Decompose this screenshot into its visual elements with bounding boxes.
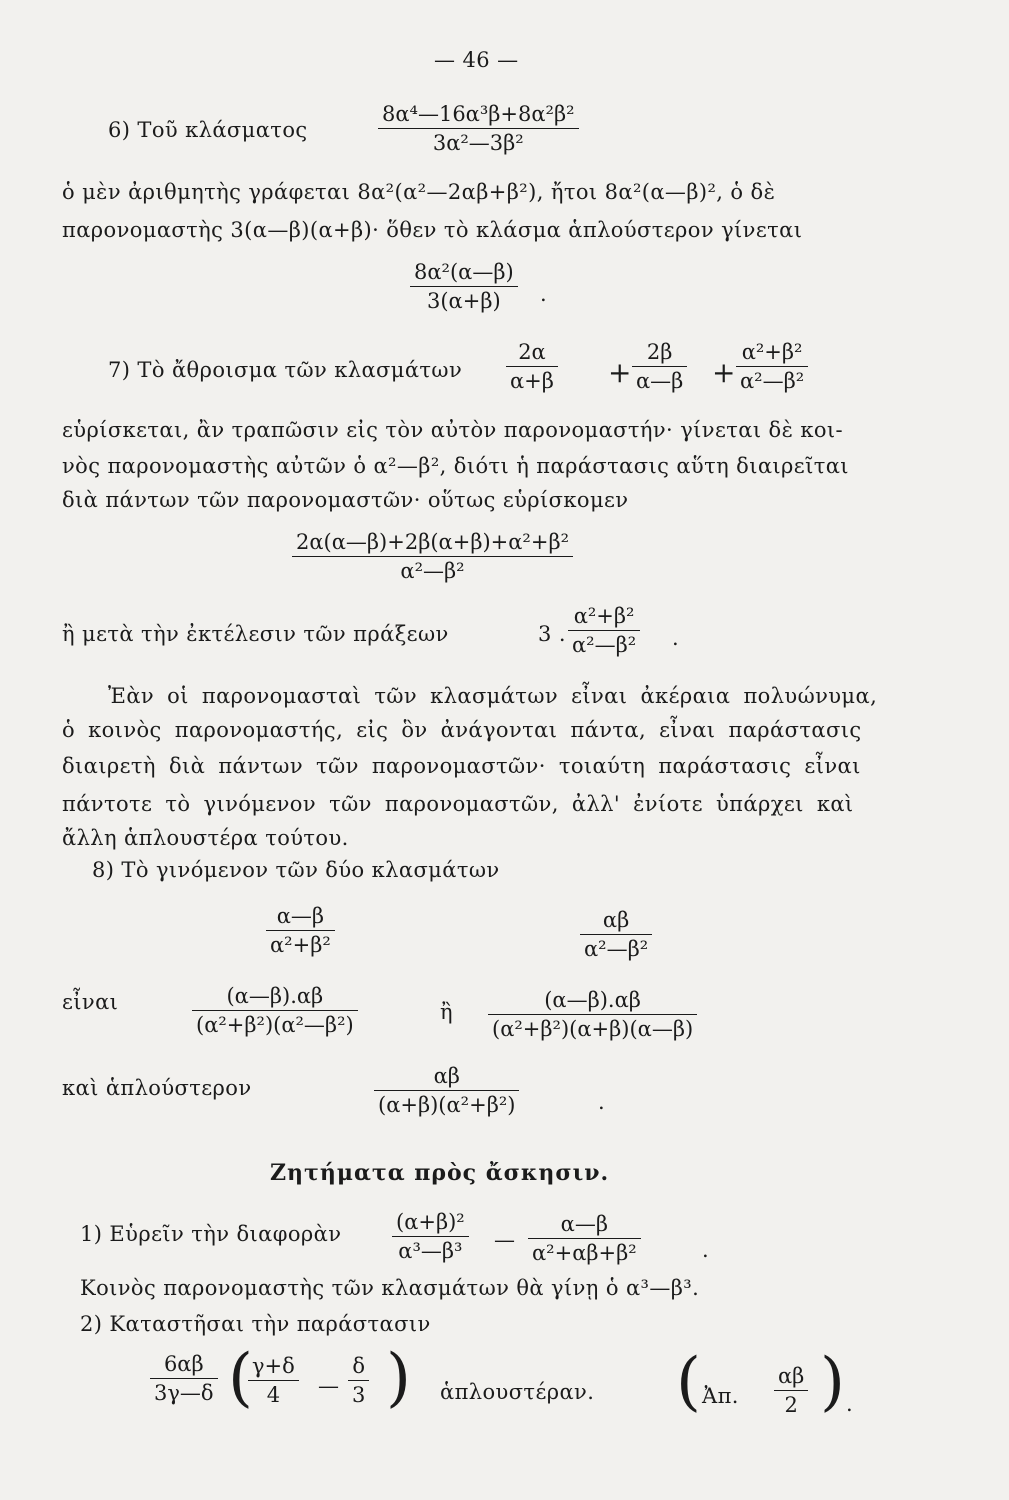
s8-r3-den: (α+β)(α²+β²) [378, 1093, 516, 1117]
exercises-heading: Ζητήματα πρὸς ἄσκησιν. [270, 1160, 610, 1186]
s8-result2 [488, 986, 697, 1043]
s8-r3-num: αβ [433, 1064, 460, 1088]
s7-after-dot: . [672, 626, 680, 650]
s7-f2-num: 2β [646, 340, 673, 364]
e2-in1-num: γ+δ [252, 1354, 295, 1378]
s7-after-label: ἢ μετὰ τὴν ἐκτέλεσιν τῶν πράξεων [62, 622, 449, 646]
e2-minus: — [318, 1374, 340, 1398]
s6-result [410, 258, 518, 315]
s7-frac3 [736, 338, 808, 395]
s7-plus2: + [712, 356, 736, 389]
s6-res-num: 8α²(α—β) [414, 260, 514, 284]
s6-label: 6) Τοῦ κλάσματος [108, 118, 308, 142]
s7-f2-den: α—β [636, 369, 684, 393]
s6-line2: παρονομαστὴς 3(α—β)(α+β)· ὅθεν τὸ κλάσμα ἁπλούστερον γίνεται [62, 218, 803, 242]
answer-left-paren: ( [676, 1345, 701, 1419]
e1-f1-den: α³—β³ [398, 1239, 463, 1263]
page-number: — 46 — [434, 48, 519, 72]
e1-minus: — [494, 1228, 516, 1252]
s8-f1-den: α²+β² [270, 933, 331, 957]
e1-label: 1) Εὑρεῖν τὴν διαφορὰν [80, 1222, 342, 1246]
s8-is-label: εἶναι [62, 990, 119, 1014]
para-line3: διαιρετὴ διὰ πάντων τῶν παρονομαστῶν· τοιαύτη παράστασις εἶναι [62, 754, 861, 778]
s8-f1-num: α—β [276, 904, 325, 928]
s7-f3-num: α²+β² [741, 340, 803, 364]
s6-res-dot: . [540, 282, 548, 306]
s7-f1-den: α+β [510, 369, 554, 393]
s7-after-coef: 3 . [538, 622, 566, 646]
s8-r2-num: (α—β).αβ [544, 988, 641, 1012]
s7-after-frac [568, 602, 640, 659]
para-line5: ἄλλη ἁπλουστέρα τούτου. [62, 826, 349, 850]
e1-f2-den: α²+αβ+β² [532, 1241, 637, 1265]
s8-simpler-label: καὶ ἁπλούστερον [62, 1076, 252, 1100]
e2-in2-num: δ [352, 1354, 366, 1378]
s8-label: 8) Τὸ γινόμενον τῶν δύο κλασμάτων [92, 858, 500, 882]
e1-frac2 [528, 1210, 641, 1267]
s7-f3-den: α²—β² [740, 369, 805, 393]
s7-sum [292, 528, 573, 585]
right-paren: ) [386, 1341, 411, 1415]
e2-inner1 [248, 1352, 299, 1409]
e2-simpler: ἁπλουστέραν. [440, 1380, 595, 1404]
e2-ans-num: αβ [778, 1364, 805, 1388]
answer-right-paren: ) [820, 1345, 845, 1419]
s7-line2: νὸς παρονομαστὴς αὐτῶν ὁ α²—β², διότι ἡ παράστασις αὕτη διαιρεῖται [62, 454, 849, 478]
s7-after-den: α²—β² [572, 633, 637, 657]
s8-frac2 [580, 906, 652, 963]
s6-res-den: 3(α+β) [427, 289, 501, 313]
s6-frac-num: 8α⁴—16α³β+8α²β² [382, 102, 575, 126]
s7-plus1: + [608, 356, 632, 389]
e2-in1-den: 4 [266, 1383, 281, 1407]
s8-r2-den: (α²+β²)(α+β)(α—β) [492, 1017, 694, 1041]
s7-f1-num: 2α [518, 340, 546, 364]
left-paren: ( [228, 1341, 253, 1415]
s8-result3 [374, 1062, 519, 1119]
e2-answer-label: Ἀπ. [702, 1384, 739, 1408]
e2-answer-frac [774, 1362, 808, 1419]
e2-ans-den: 2 [784, 1393, 798, 1417]
e1-f2-num: α—β [560, 1212, 608, 1236]
s8-result1 [192, 982, 358, 1039]
s6-line1: ὁ μὲν ἀριθμητὴς γράφεται 8α²(α²—2αβ+β²), ἤτοι 8α²(α—β)², ὁ δὲ [62, 180, 776, 204]
s7-sum-num: 2α(α—β)+2β(α+β)+α²+β² [296, 530, 569, 554]
para-line2: ὁ κοινὸς παρονομαστής, εἰς ὃν ἀνάγονται πάντα, εἶναι παράστασις [62, 718, 862, 742]
s6-fraction [378, 100, 579, 157]
e1-frac1 [392, 1208, 469, 1265]
s8-r3-dot: . [598, 1090, 606, 1114]
s8-f2-den: α²—β² [584, 937, 649, 961]
e2-label: 2) Καταστῆσαι τὴν παράστασιν [80, 1312, 431, 1336]
e1-dot: . [702, 1238, 710, 1262]
s7-label: 7) Τὸ ἄθροισμα τῶν κλασμάτων [108, 358, 463, 382]
s8-f2-num: αβ [602, 908, 630, 932]
e2-frac [150, 1350, 218, 1407]
s7-sum-den: α²—β² [400, 559, 465, 583]
e1-note: Κοινὸς παρονομαστὴς τῶν κλασμάτων θὰ γίνῃ ὁ α³—β³. [80, 1276, 700, 1300]
s8-r1-den: (α²+β²)(α²—β²) [196, 1013, 354, 1037]
para-line1: Ἐὰν οἱ παρονομασταὶ τῶν κλασμάτων εἶναι ἀκέραια πολυώνυμα, [108, 684, 878, 708]
e2-f-num: 6αβ [163, 1352, 204, 1376]
s7-line3: διὰ πάντων τῶν παρονομαστῶν· οὕτως εὑρίσκομεν [62, 488, 629, 512]
e2-dot: . [846, 1392, 854, 1416]
s8-frac1 [266, 902, 335, 959]
s7-frac1 [506, 338, 558, 395]
s8-or: ἢ [440, 1000, 453, 1024]
s7-line1: εὑρίσκεται, ἂν τραπῶσιν εἰς τὸν αὐτὸν παρονομαστήν· γίνεται δὲ κοι- [62, 418, 844, 442]
s6-frac-den: 3α²—3β² [432, 131, 524, 155]
e2-inner2 [348, 1352, 369, 1409]
s7-frac2 [632, 338, 687, 395]
s8-r1-num: (α—β).αβ [226, 984, 324, 1008]
e2-in2-den: 3 [352, 1383, 366, 1407]
e2-f-den: 3γ—δ [154, 1381, 214, 1405]
e1-f1-num: (α+β)² [396, 1210, 465, 1234]
s7-after-num: α²+β² [573, 604, 635, 628]
para-line4: πάντοτε τὸ γινόμενον τῶν παρονομαστῶν, ἀλλ' ἐνίοτε ὑπάρχει καὶ [62, 792, 854, 816]
